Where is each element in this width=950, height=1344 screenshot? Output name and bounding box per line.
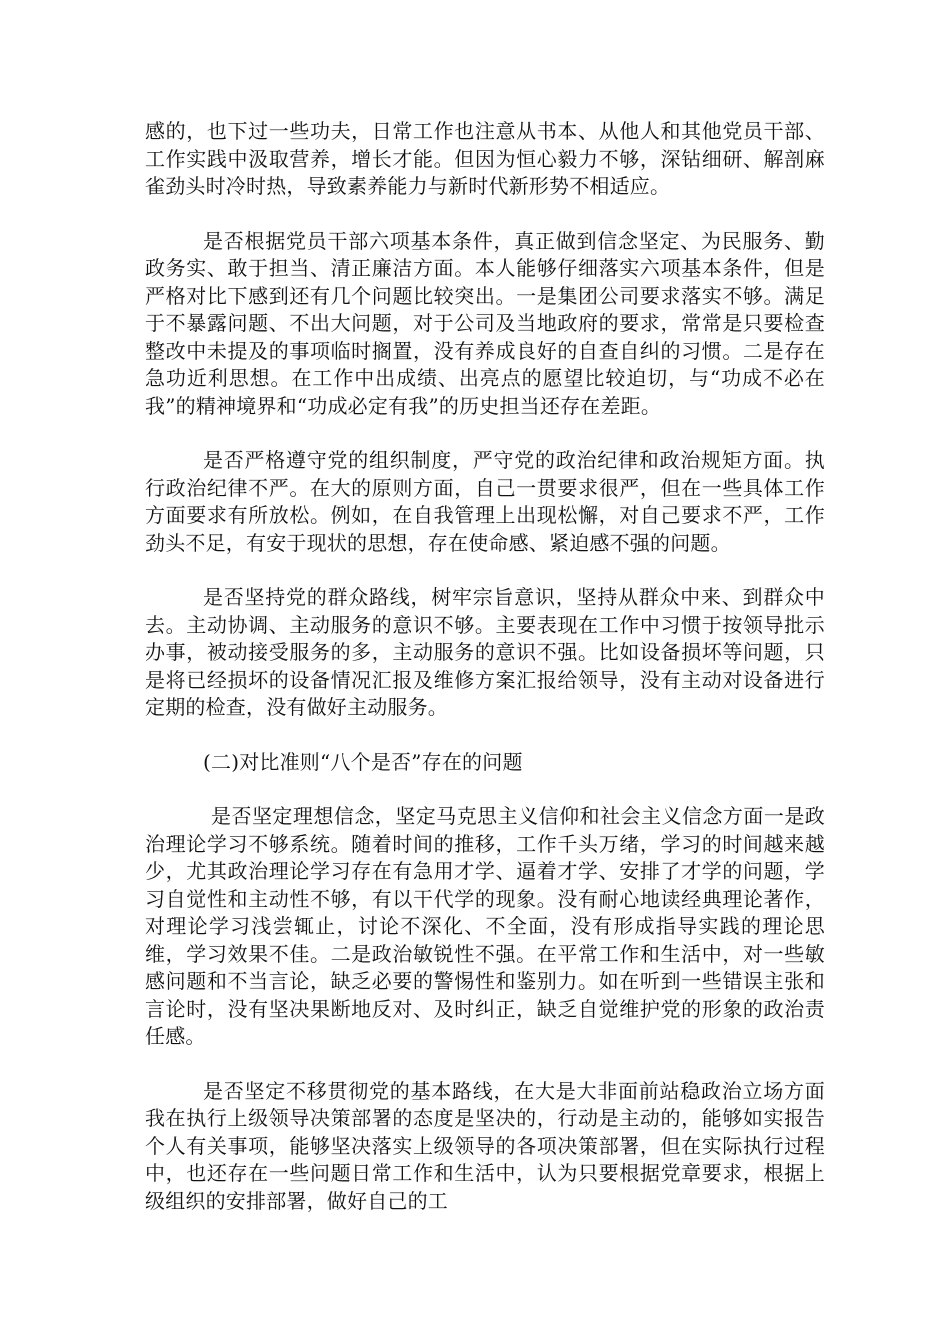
paragraph-basic-line: 是否坚定不移贯彻党的基本路线，在大是大非面前站稳政治立场方面我在执行上级领导决策部署的态度是坚决的，行动是主动的，能够如实报告个人有关事项，能够坚决落实上级领导的各项决策部署，但在实际执行过程中，也还存在一些问题日常工作和生活中，认为只要根据党章要求，根据上级组织的安排部署，做好自己的工 [145, 1078, 825, 1213]
section-heading: (二)对比准则“八个是否”存在的问题 [203, 749, 523, 774]
paragraph-mass-line: 是否坚持党的群众路线，树牢宗旨意识，坚持从群众中来、到群众中去。主动协调、主动服务的意识不够。主要表现在工作中习惯于按领导批示办事，被动接受服务的多，主动服务的意识不强。比如设备损坏等问题，只是将已经损坏的设备情况汇报及维修方案汇报给领导，没有主动对设备进行定期的检查，没有做好主动服务。 [145, 585, 825, 719]
paragraph-continuation: 感的，也下过一些功夫，日常工作也注意从书本、从他人和其他党员干部、工作实践中汲取营养，增长才能。但因为恒心毅力不够，深钻细研、解剖麻雀劲头时冷时热，导致素养能力与新时代新形势不相适应。 [145, 119, 825, 198]
paragraph-ideals-beliefs: 是否坚定理想信念，坚定马克思主义信仰和社会主义信念方面一是政治理论学习不够系统。随着时间的推移，工作千头万绪，学习的时间越来越少，尤其政治理论学习存在有急用才学、逼着才学、安排了才学的问题，学习自觉性和主动性不够，有以干代学的现象。没有耐心地读经典理论著作，对理论学习浅尝辄止，讨论不深化、不全面，没有形成指导实践的理论思维，学习效果不佳。二是政治敏锐性不强。在平常工作和生活中，对一些敏感问题和不当言论，缺乏必要的警惕性和鉴别力。如在听到一些错误主张和言论时，没有坚决果断地反对、及时纠正，缺乏自觉维护党的形象的政治责任感。 [145, 804, 825, 1048]
document-page [145, 118, 825, 1242]
paragraph-organizational-discipline: 是否严格遵守党的组织制度，严守党的政治纪律和政治规矩方面。执行政治纪律不严。在大的原则方面，自己一贯要求很严，但在一些具体工作方面要求有所放松。例如，在自我管理上出现松懈，对自己要求不严，工作劲头不足，有安于现状的思想，存在使命感、紧迫感不强的问题。 [145, 448, 825, 555]
paragraph-six-conditions: 是否根据党员干部六项基本条件，真正做到信念坚定、为民服务、勤政务实、敢于担当、清正廉洁方面。本人能够仔细落实六项基本条件，但是严格对比下感到还有几个问题比较突出。一是集团公司要求落实不够。满足于不暴露问题、不出大问题，对于公司及当地政府的要求，常常是只要检查整改中未提及的事项临时搁置，没有养成良好的自查自纠的习惯。二是存在急功近利思想。在工作中出成绩、出亮点的愿望比较迫切，与“功成不必在我”的精神境界和“功成必定有我”的历史担当还存在差距。 [145, 228, 825, 418]
